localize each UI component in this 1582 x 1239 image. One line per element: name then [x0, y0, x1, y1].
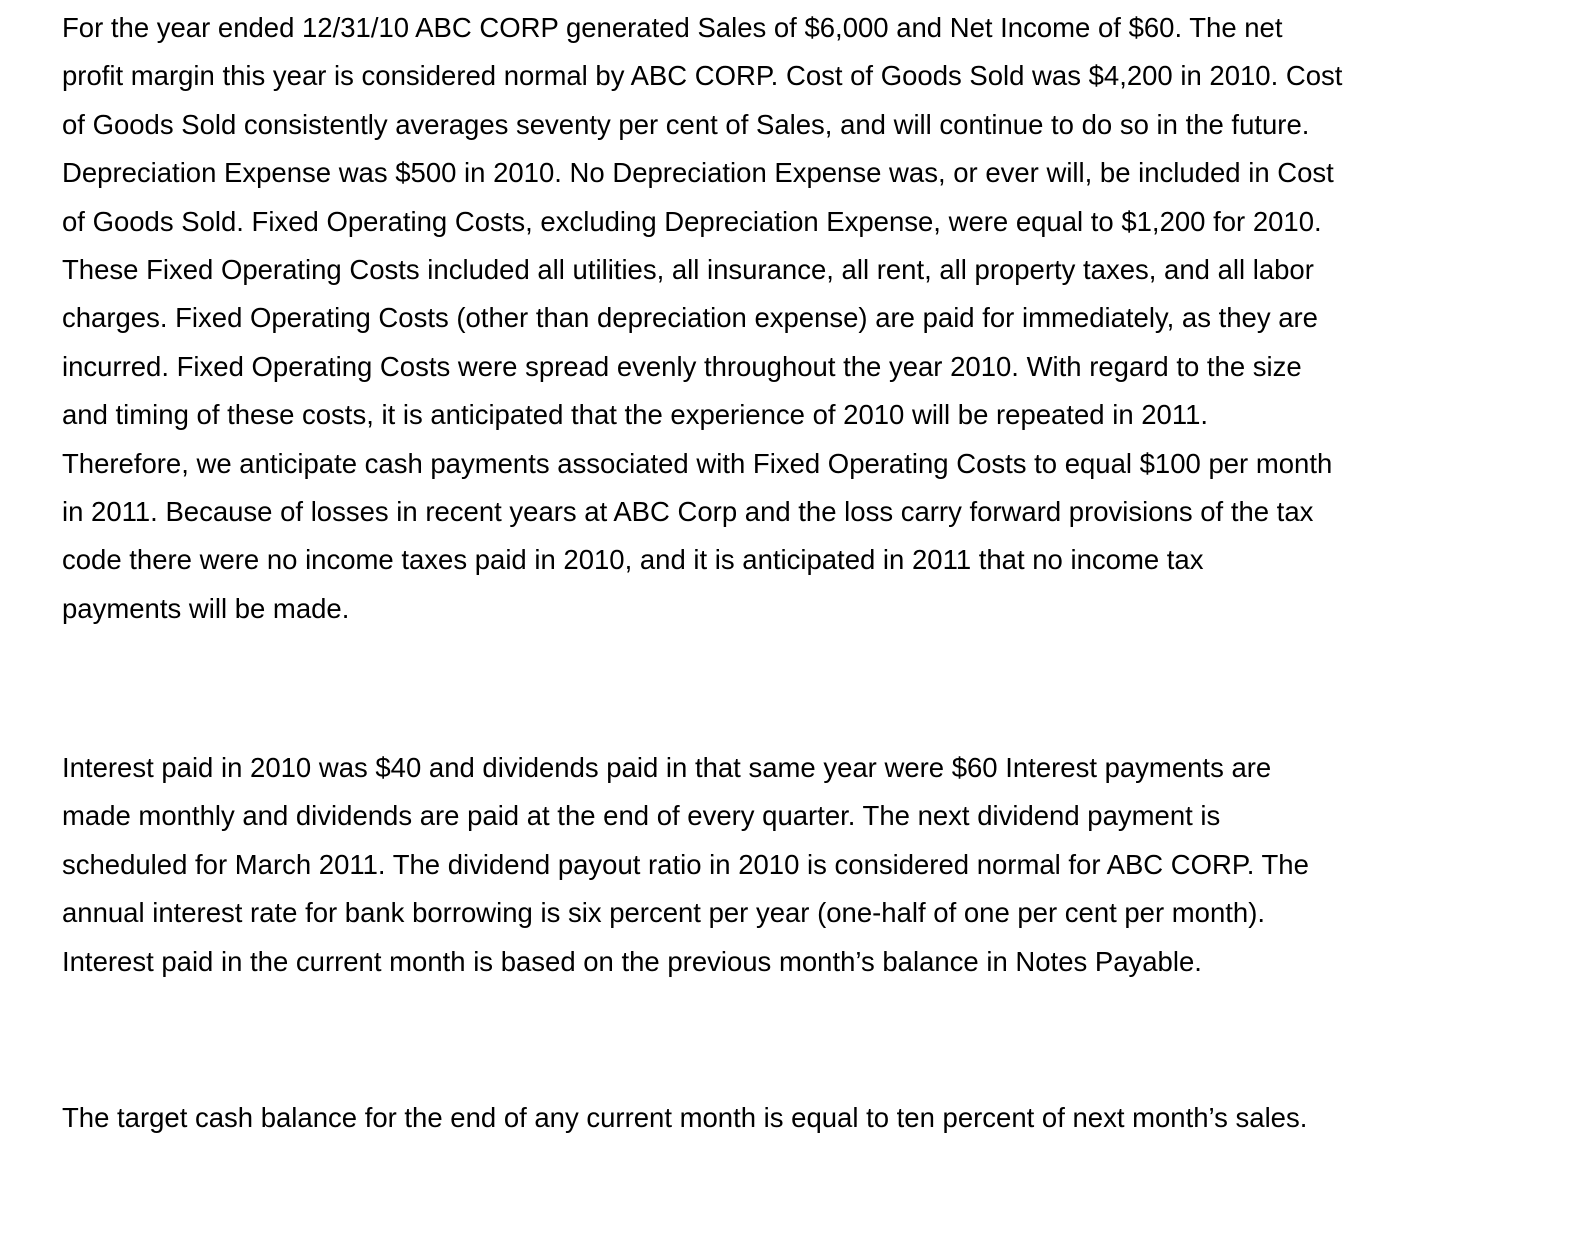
- text-line: annual interest rate for bank borrowing is six percent per year (one-half of one per cent per month).: [62, 897, 1266, 929]
- document-page: [62, 4, 1532, 1133]
- text-line: and timing of these costs, it is anticipated that the experience of 2010 will be repeated in 2011.: [62, 399, 1209, 431]
- text-line: charges. Fixed Operating Costs (other than depreciation expense) are paid for immediately, as they are: [62, 302, 1318, 334]
- text-line: code there were no income taxes paid in 2010, and it is anticipated in 2011 that no income tax: [62, 544, 1204, 576]
- paragraph-interest-dividends: [62, 744, 1309, 986]
- text-line: payments will be made.: [62, 592, 350, 624]
- text-line: scheduled for March 2011. The dividend payout ratio in 2010 is considered normal for ABC CORP. The: [62, 848, 1309, 880]
- paragraph-fixed-costs: [62, 4, 1532, 633]
- text-line: profit margin this year is considered normal by ABC CORP. Cost of Goods Sold was $4,200 in 2010. Cost: [62, 60, 1343, 92]
- text-line: The target cash balance for the end of any current month is equal to ten percent of next month’s sales.: [62, 1102, 1308, 1133]
- text-line: incurred. Fixed Operating Costs were spread evenly throughout the year 2010. With regard to the size: [62, 350, 1302, 382]
- text-line: These Fixed Operating Costs included all utilities, all insurance, all rent, all property taxes, and all labor: [62, 254, 1314, 286]
- text-line: in 2011. Because of losses in recent years at ABC Corp and the loss carry forward provisions of the tax: [62, 496, 1314, 528]
- text-line: of Goods Sold consistently averages seventy per cent of Sales, and will continue to do so in the future.: [62, 108, 1310, 140]
- text-line: made monthly and dividends are paid at the end of every quarter. The next dividend payment is: [62, 800, 1221, 832]
- text-line: Depreciation Expense was $500 in 2010. No Depreciation Expense was, or ever will, be included in Cost: [62, 157, 1334, 189]
- text-line: of Goods Sold. Fixed Operating Costs, excluding Depreciation Expense, were equal to $1,200 for 2010.: [62, 205, 1322, 237]
- text-line: For the year ended 12/31/10 ABC CORP generated Sales of $6,000 and Net Income of $60. The net: [62, 12, 1283, 43]
- text-line: Therefore, we anticipate cash payments associated with Fixed Operating Costs to equal $100 per month: [62, 447, 1333, 479]
- text-line: Interest paid in the current month is based on the previous month’s balance in Notes Payable.: [62, 945, 1202, 977]
- text-line: Interest paid in 2010 was $40 and dividends paid in that same year were $60 Interest payments are: [62, 752, 1272, 783]
- paragraph-target-cash: [62, 1094, 1307, 1142]
